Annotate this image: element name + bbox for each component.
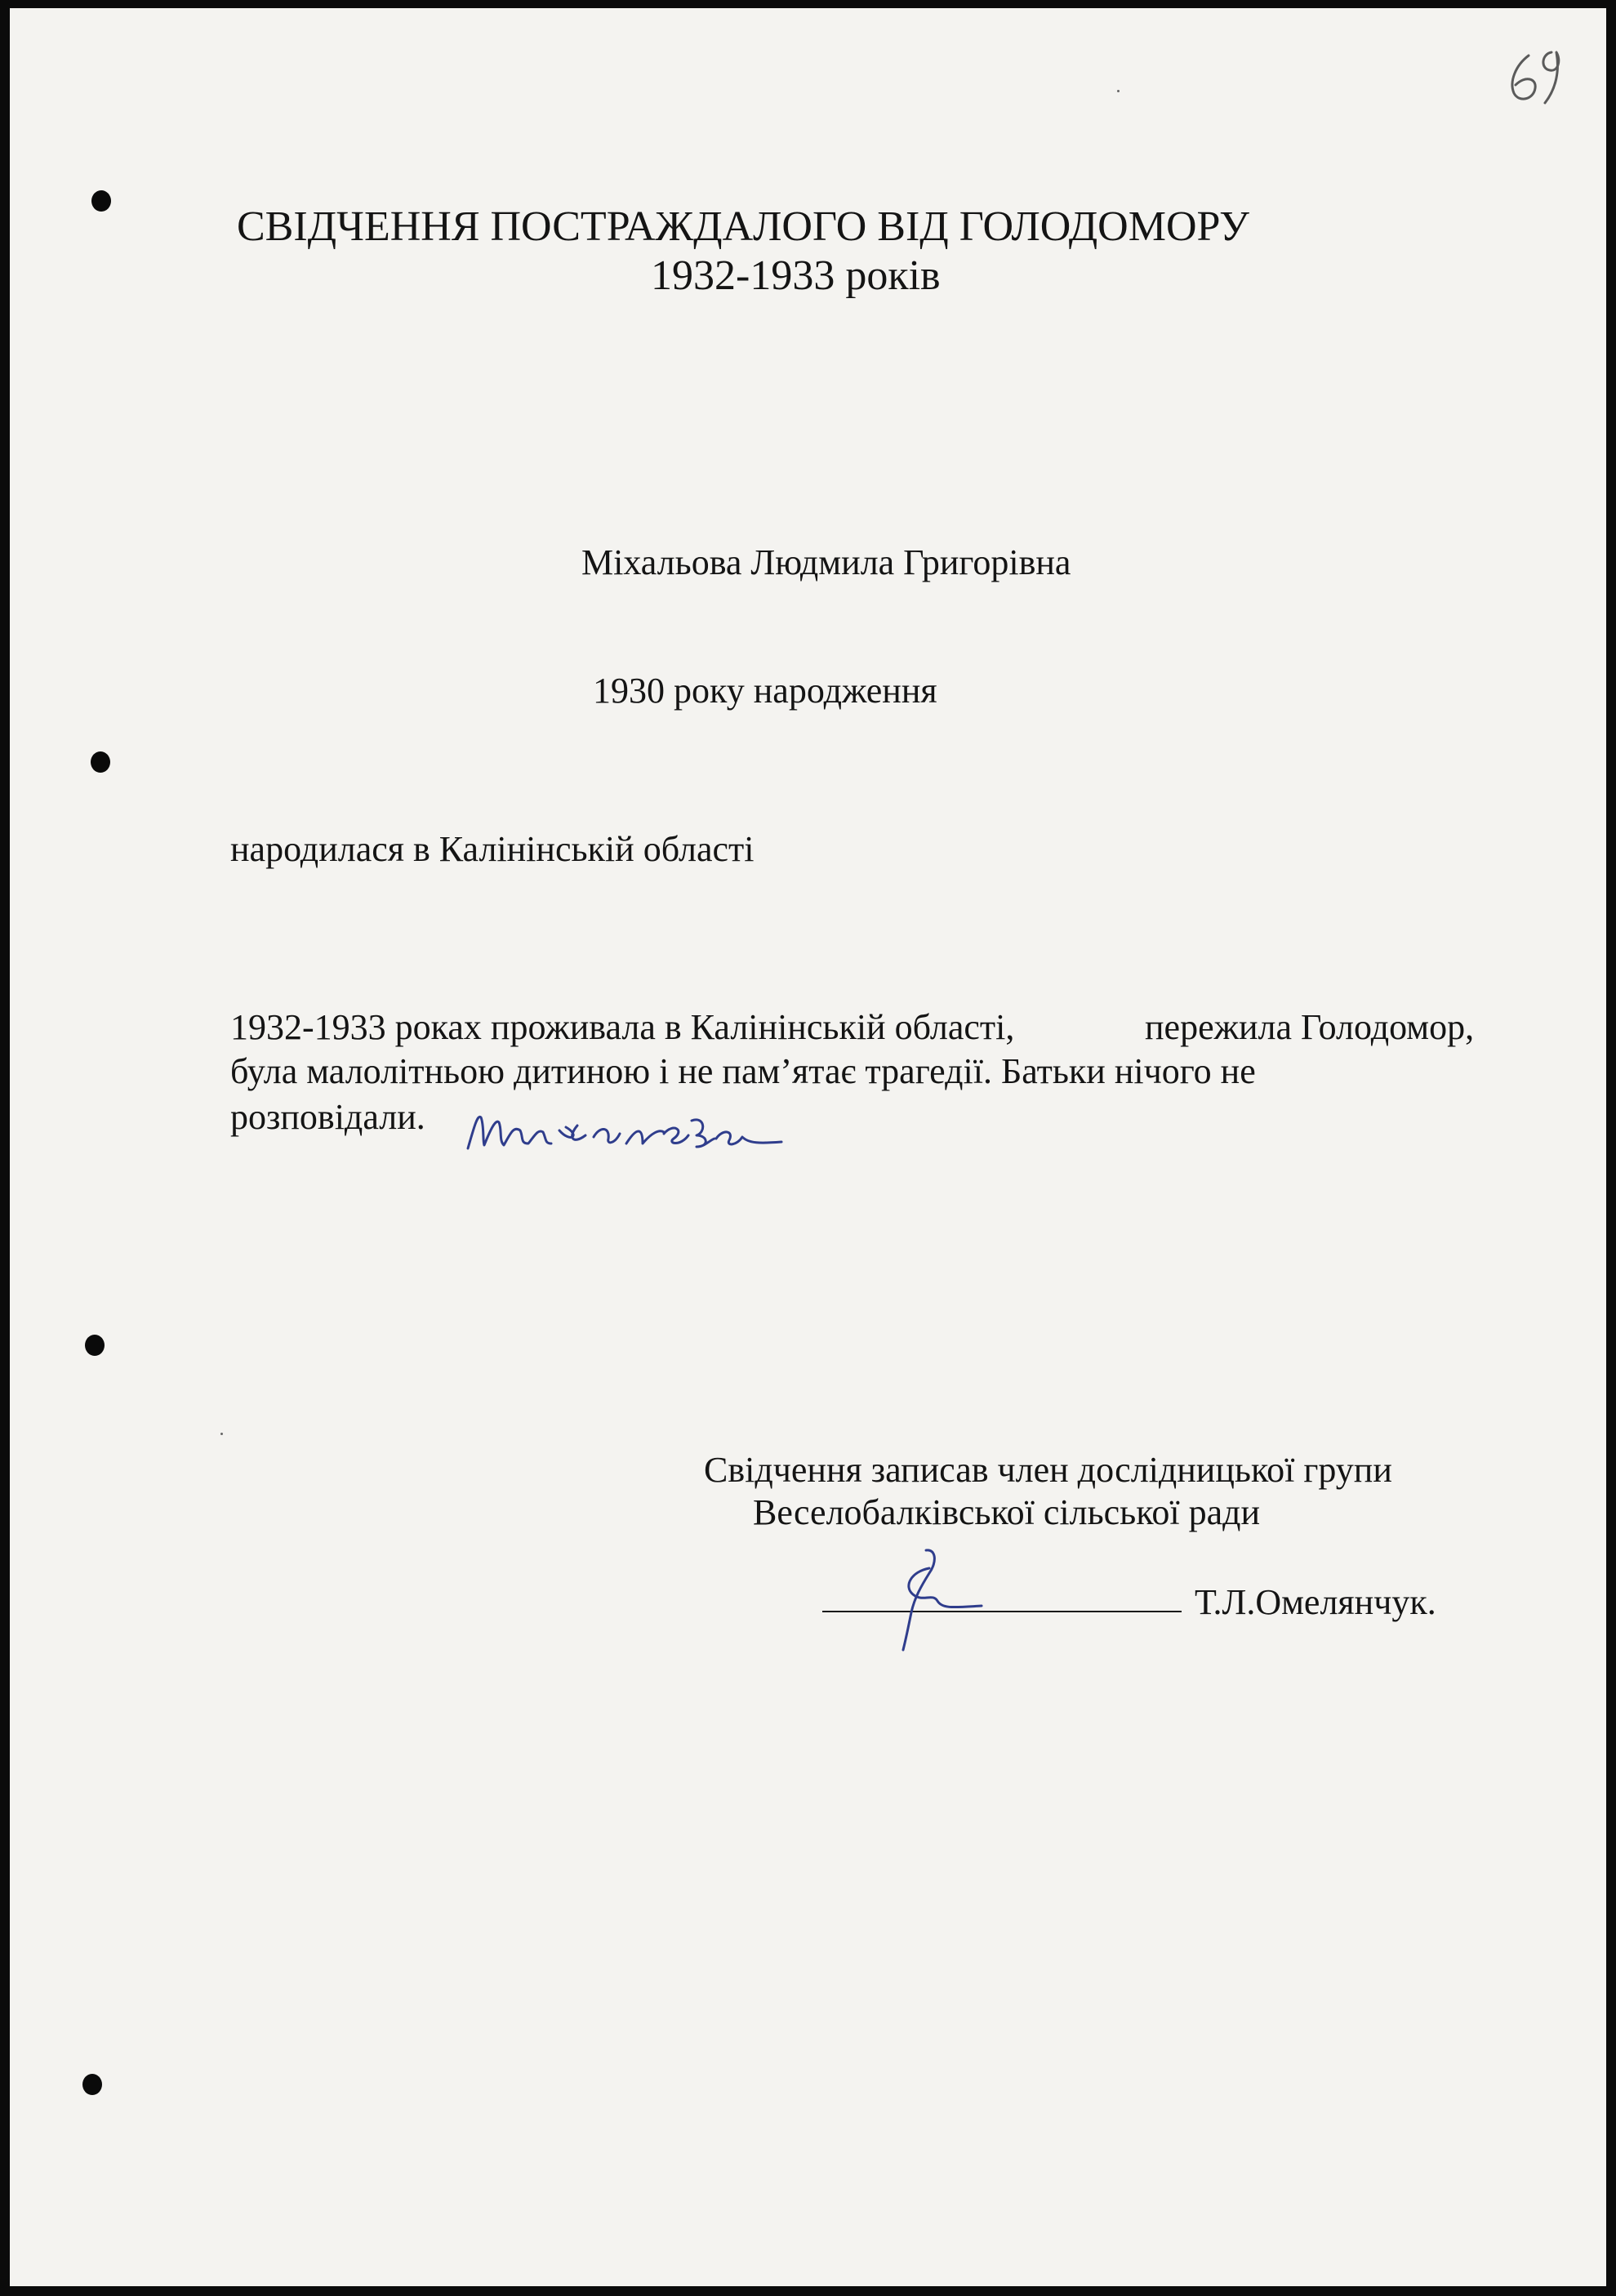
document-title: СВІДЧЕННЯ ПОСТРАЖДАЛОГО ВІД ГОЛОДОМОРУ [237,203,1249,250]
punch-hole [85,1335,105,1356]
punch-hole [82,2074,102,2095]
witness-birth-year: 1930 року народження [593,671,937,711]
paper-speck [220,1433,223,1435]
testimony-line-3: розповідали. [230,1097,425,1137]
witness-name: Міхальова Людмила Григорівна [581,542,1071,582]
recorder-signature [875,1544,990,1658]
recorder-line-1: Свідчення записав член дослідницької групи [704,1450,1392,1490]
witness-signature [463,1093,790,1166]
testimony-line-2: була малолітньою дитиною і не пам’ятає трагедії. Батьки нічого не [230,1051,1256,1091]
punch-hole [91,190,111,212]
document-title-years: 1932-1933 років [651,252,941,299]
testimony-line-1a: 1932-1933 роках проживала в Калінінській області, [230,1007,1015,1047]
recorder-name: Т.Л.Омелянчук. [1195,1582,1436,1622]
recorder-line-2: Веселобалківської сільської ради [753,1492,1261,1532]
page-number-pencil [1504,41,1578,114]
document-page [10,8,1606,2286]
testimony-line-1b: пережила Голодомор, [1145,1007,1475,1047]
witness-birthplace: народилася в Калінінській області [230,829,755,869]
paper-speck [1117,90,1120,92]
punch-hole [91,751,110,773]
